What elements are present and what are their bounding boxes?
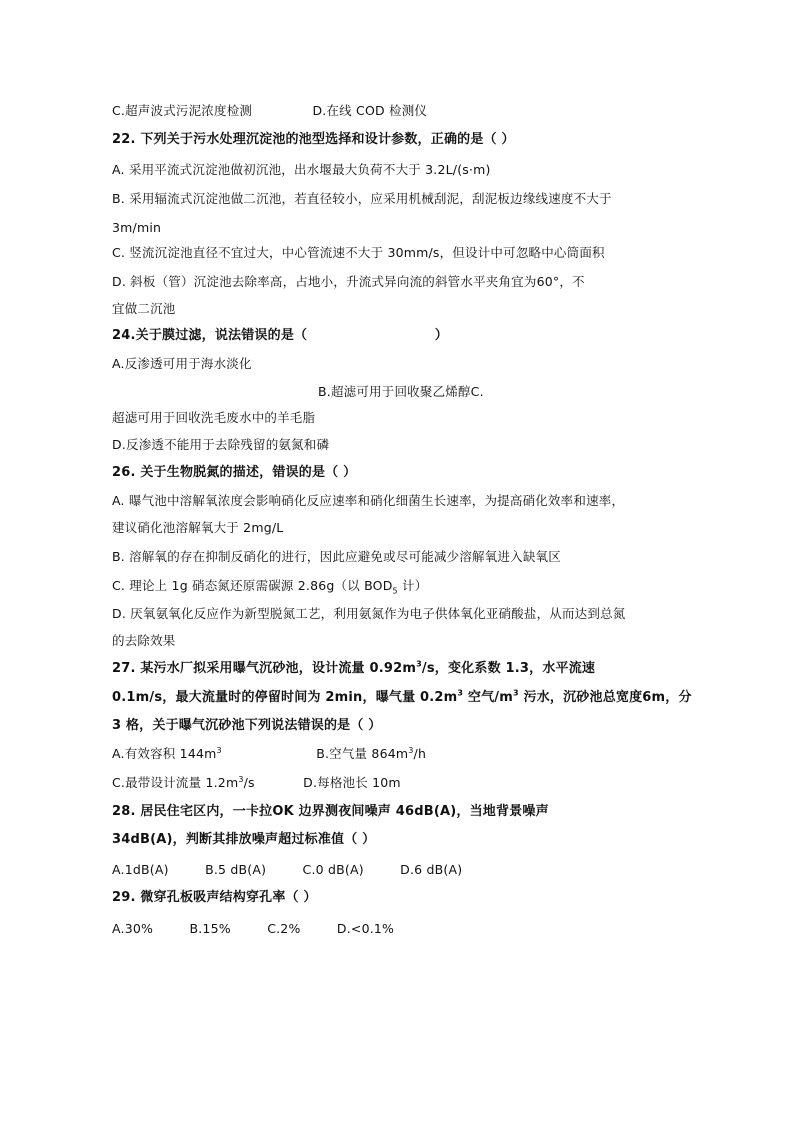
q24-stem-text: 24.关于膜过滤，说法错误的是（ (112, 328, 308, 343)
q28-option-a: A.1dB(A) (112, 862, 169, 877)
q26-option-a-line2: 建议硝化池溶解氧大于 2mg/L (112, 520, 284, 535)
q27-stem-line1 (112, 661, 595, 677)
q26-option-c-tail: 计） (397, 578, 428, 593)
q27-stem1-text: 27. 某污水厂拟采用曝气沉砂池，设计流量 0.92m (112, 661, 417, 676)
q26-option-d-line2: 的去除效果 (112, 633, 176, 648)
q27-stem-line2 (112, 690, 692, 706)
q29-stem: 29. 微穿孔板吸声结构穿孔率（ ） (112, 890, 317, 905)
q24-option-c: 超滤可用于回收洗毛废水中的羊毛脂 (112, 410, 316, 425)
q28-option-b: B.5 dB(A) (205, 862, 267, 877)
q22-option-d-line2: 宜做二沉池 (112, 301, 176, 316)
q24-option-b: B.超滤可用于回收聚乙烯醇C. (318, 384, 484, 399)
q21-options-row (112, 103, 427, 119)
q26-option-c-text: C. 理论上 1g 硝态氮还原需碳源 2.86g（以 BOD (112, 578, 393, 593)
q27-stem2-a: 0.1m/s，最大流量时的停留时间为 2min，曝气量 0.2m (112, 690, 458, 705)
q21-option-d: D.在线 COD 检测仪 (312, 103, 428, 118)
q21-option-c: C.超声波式污泥浓度检测 (112, 103, 253, 118)
q22-option-c: C. 竖流沉淀池直径不宜过大，中心管流速不大于 30mm/s，但设计中可忽略中心筒面积 (112, 245, 605, 260)
q27-option-d: D.每格池长 10m (303, 775, 401, 790)
q22-option-b-line2: 3m/min (112, 220, 162, 235)
q27-options-row2 (112, 775, 401, 791)
q29-option-a: A.30% (112, 921, 154, 936)
q26-option-b: B. 溶解氧的存在抑制反硝化的进行，因此应避免或尽可能减少溶解氧进入缺氧区 (112, 549, 561, 564)
q27-option-a: A.有效容积 $144m^3$ (112, 745, 222, 761)
q29-option-b: B.15% (189, 921, 231, 936)
q28-stem-line1: 28. 居民住宅区内，一卡拉OK 边界测夜间噪声 46dB(A)，当地背景噪声 (112, 804, 549, 819)
q29-option-d: D.<0.1% (336, 921, 395, 936)
q27-option-c: C.最带设计流量 $1.2m^3/s$ (112, 774, 255, 790)
q28-options-row (112, 862, 462, 878)
q26-option-c (112, 578, 427, 594)
q27-stem2-b: 空气/m (463, 690, 513, 705)
q24-stem-bracket: ） (434, 328, 448, 343)
q29-option-c: C.2% (267, 921, 301, 936)
q27-stem2-sup2: 3 (513, 688, 519, 698)
q27-option-b: B.空气量 $864m^3/h$ (316, 745, 427, 761)
q27-stem1-sup: 3 (416, 659, 422, 669)
q26-stem: 26. 关于生物脱氮的描述，错误的是（ ） (112, 465, 357, 480)
q26-option-d-line1: D. 厌氧氨氧化反应作为新型脱氮工艺，利用氨氮作为电子供体氧化亚硝酸盐，从而达到总氮 (112, 606, 626, 621)
q26-option-a-line1: A. 曝气池中溶解氧浓度会影响硝化反应速率和硝化细菌生长速率，为提高硝化效率和速率， (112, 493, 625, 508)
q26-option-c-subscript: 5 (392, 586, 398, 596)
q27-stem1-tail: /s，变化系数 1.3，水平流速 (421, 661, 596, 676)
q27-stem2-c: 污水，沉砂池总宽度6m，分 (518, 690, 692, 705)
q24-option-a: A.反渗透可用于海水淡化 (112, 356, 252, 371)
q27-options-row1 (112, 746, 426, 762)
q22-option-a: A. 采用平流式沉淀池做初沉池，出水堰最大负荷不大于 3.2L/(s·m) (112, 162, 491, 177)
q27-stem2-sup1: 3 (457, 688, 464, 698)
q22-stem: 22. 下列关于污水处理沉淀池的池型选择和设计参数，正确的是（ ） (112, 132, 515, 147)
q22-option-b-line1: B. 采用辐流式沉淀池做二沉池，若直径较小，应采用机械刮泥，刮泥板边缘线速度不大于 (112, 191, 612, 206)
q24-stem (112, 328, 448, 344)
q29-options-row (112, 921, 394, 937)
q28-option-c: C.0 dB(A) (302, 862, 364, 877)
q22-option-d-line1: D. 斜板（管）沉淀池去除率高，占地小，升流式异向流的斜管水平夹角宜为60°，不 (112, 274, 585, 289)
q24-option-d: D.反渗透不能用于去除残留的氨氮和磷 (112, 437, 330, 452)
q28-option-d: D.6 dB(A) (400, 862, 463, 877)
q28-stem-line2: 34dB(A)，判断其排放噪声超过标准值（ ） (112, 832, 376, 847)
q27-stem-line3: 3 格，关于曝气沉砂池下列说法错误的是（ ） (112, 718, 382, 733)
